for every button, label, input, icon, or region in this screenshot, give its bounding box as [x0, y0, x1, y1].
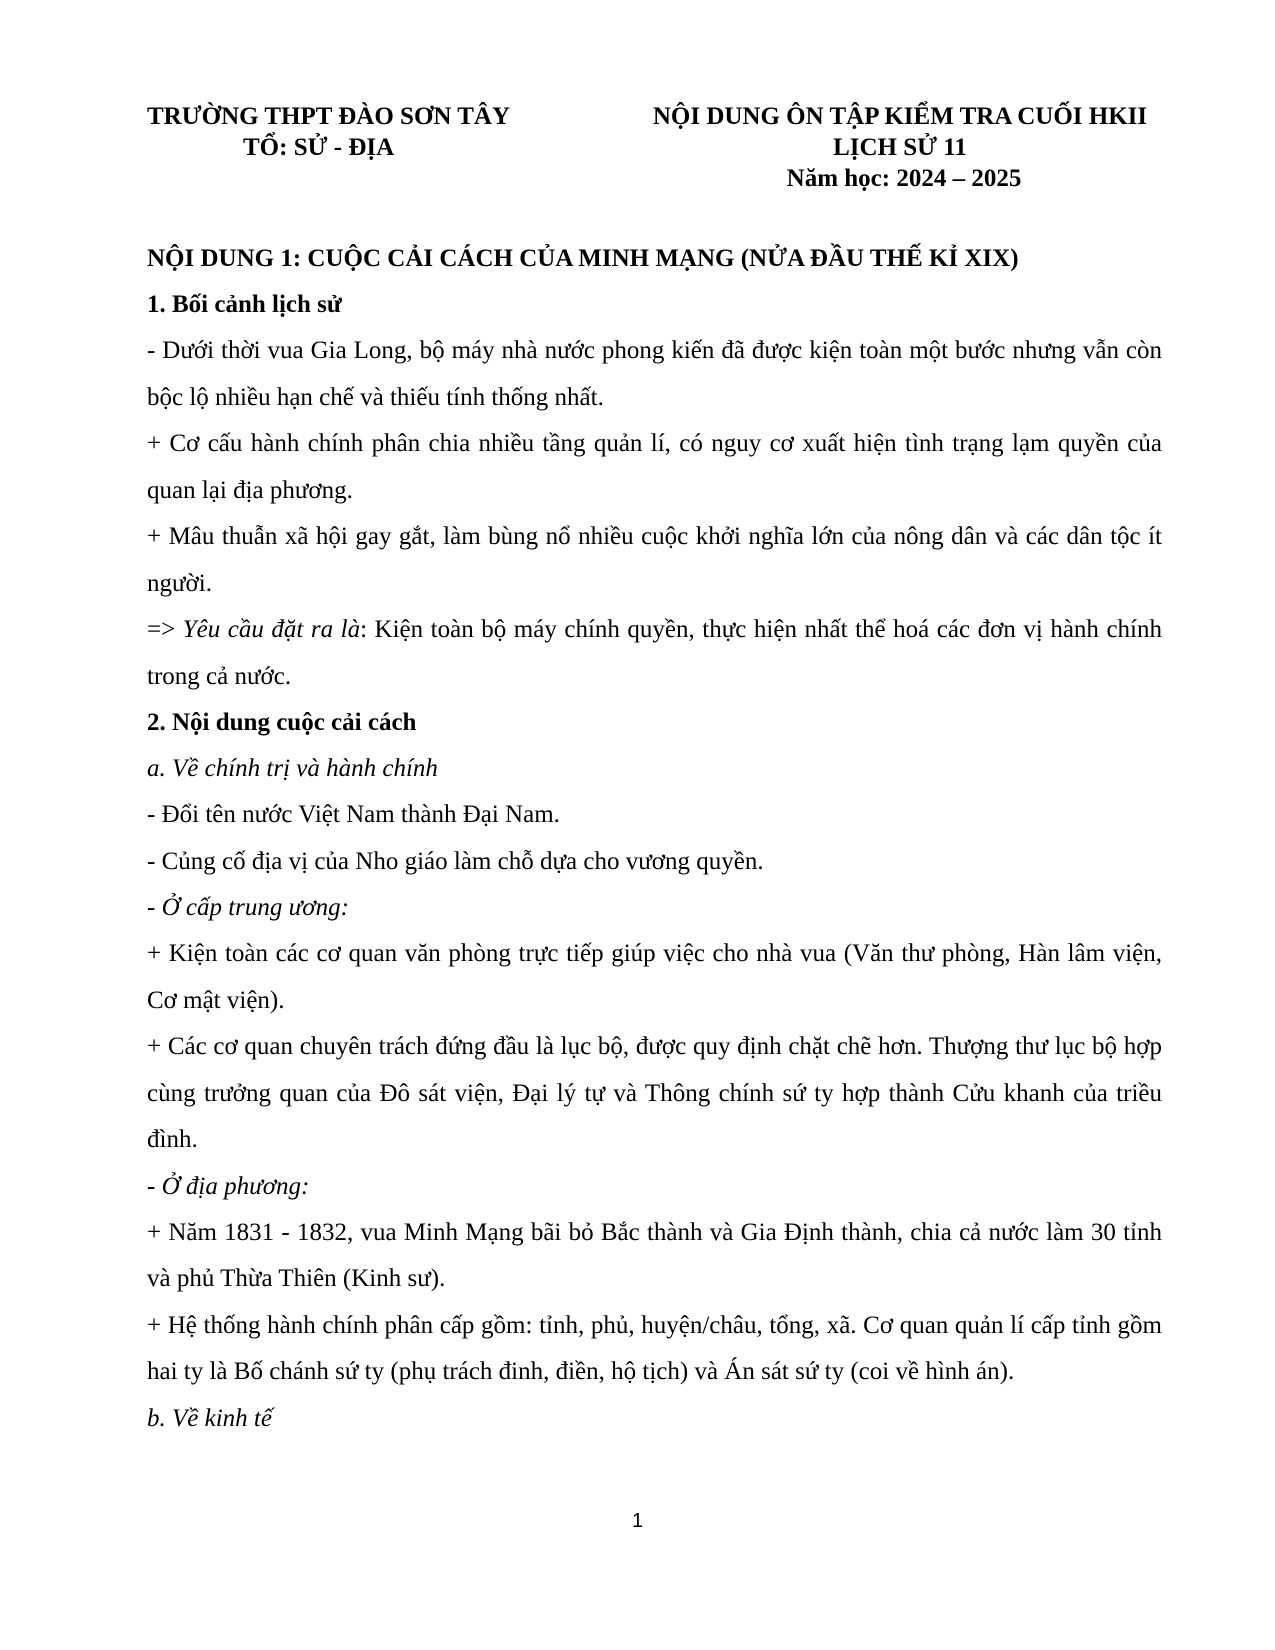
document-title: NỘI DUNG ÔN TẬP KIỂM TRA CUỐI HKII	[652, 103, 1148, 130]
paragraph: + Các cơ quan chuyên trách đứng đầu là lục bộ, được quy định chặt chẽ hơn. Thượng thư lục bộ hợp cùng trưởng quan của Đô sát viện, Đại lý tự và Thông chính sứ ty hợp thành Cửu khanh của triều đình.	[147, 1033, 1162, 1153]
paragraph: + Năm 1831 - 1832, vua Minh Mạng bãi bỏ Bắc thành và Gia Định thành, chia cả nước làm 30 tỉnh và phủ Thừa Thiên (Kinh sư).	[147, 1218, 1162, 1292]
paragraph: + Kiện toàn các cơ quan văn phòng trực tiếp giúp việc cho nhà vua (Văn thư phòng, Hàn lâm viện, Cơ mật viện).	[147, 940, 1162, 1014]
paragraph: - Đổi tên nước Việt Nam thành Đại Nam.	[147, 801, 560, 828]
paragraph: - Dưới thời vua Gia Long, bộ máy nhà nước phong kiến đã được kiện toàn một bước nhưng vẫn còn bộc lộ nhiều hạn chế và thiếu tính thống nhất.	[147, 337, 1162, 411]
requirement-label: Yêu cầu đặt ra là	[182, 616, 361, 643]
heading-local-level: - Ở địa phương:	[147, 1172, 310, 1200]
header-right	[615, 101, 1185, 194]
heading-central-level: - Ở cấp trung ương:	[147, 894, 349, 921]
heading-historical-context: 1. Bối cảnh lịch sử	[147, 291, 342, 318]
school-name: TRƯỜNG THPT ĐÀO SƠN TÂY	[147, 103, 511, 130]
heading-economy: b. Về kinh tế	[147, 1404, 272, 1432]
paragraph: - Củng cố địa vị của Nho giáo làm chỗ dựa cho vương quyền.	[147, 847, 764, 875]
heading-politics-administration: a. Về chính trị và hành chính	[147, 755, 438, 782]
paragraph-requirement	[147, 607, 1162, 700]
school-year: Năm học: 2024 – 2025	[786, 165, 1022, 192]
page-number: 1	[631, 1510, 644, 1532]
paragraph: + Hệ thống hành chính phân cấp gồm: tỉnh, phủ, huyện/châu, tổng, xã. Cơ quan quản lí cấp tỉnh gồm hai ty là Bố chánh sứ ty (phụ trách đinh, điền, hộ tịch) và Án sát sứ ty (coi về hình án).	[147, 1311, 1162, 1385]
header-left	[147, 101, 567, 163]
paragraph: + Cơ cấu hành chính phân chia nhiều tầng quản lí, có nguy cơ xuất hiện tình trạng lạm quyền của quan lại địa phương.	[147, 430, 1162, 504]
document-body	[147, 236, 1162, 1442]
department-name: TỔ: SỬ - ĐỊA	[243, 134, 395, 161]
heading-reform-content: 2. Nội dung cuộc cải cách	[147, 709, 417, 736]
section-title: NỘI DUNG 1: CUỘC CẢI CÁCH CỦA MINH MẠNG (NỬA ĐẦU THẾ KỈ XIX)	[147, 245, 1019, 272]
requirement-text: : Kiện toàn bộ máy chính quyền, thực hiện nhất thể hoá các đơn vị hành chính trong cả nước.	[147, 616, 1162, 690]
arrow-prefix: =>	[147, 616, 183, 643]
paragraph: + Mâu thuẫn xã hội gay gắt, làm bùng nổ nhiều cuộc khởi nghĩa lớn của nông dân và các dân tộc ít người.	[147, 523, 1162, 597]
subject-name: LỊCH SỬ 11	[833, 134, 967, 161]
